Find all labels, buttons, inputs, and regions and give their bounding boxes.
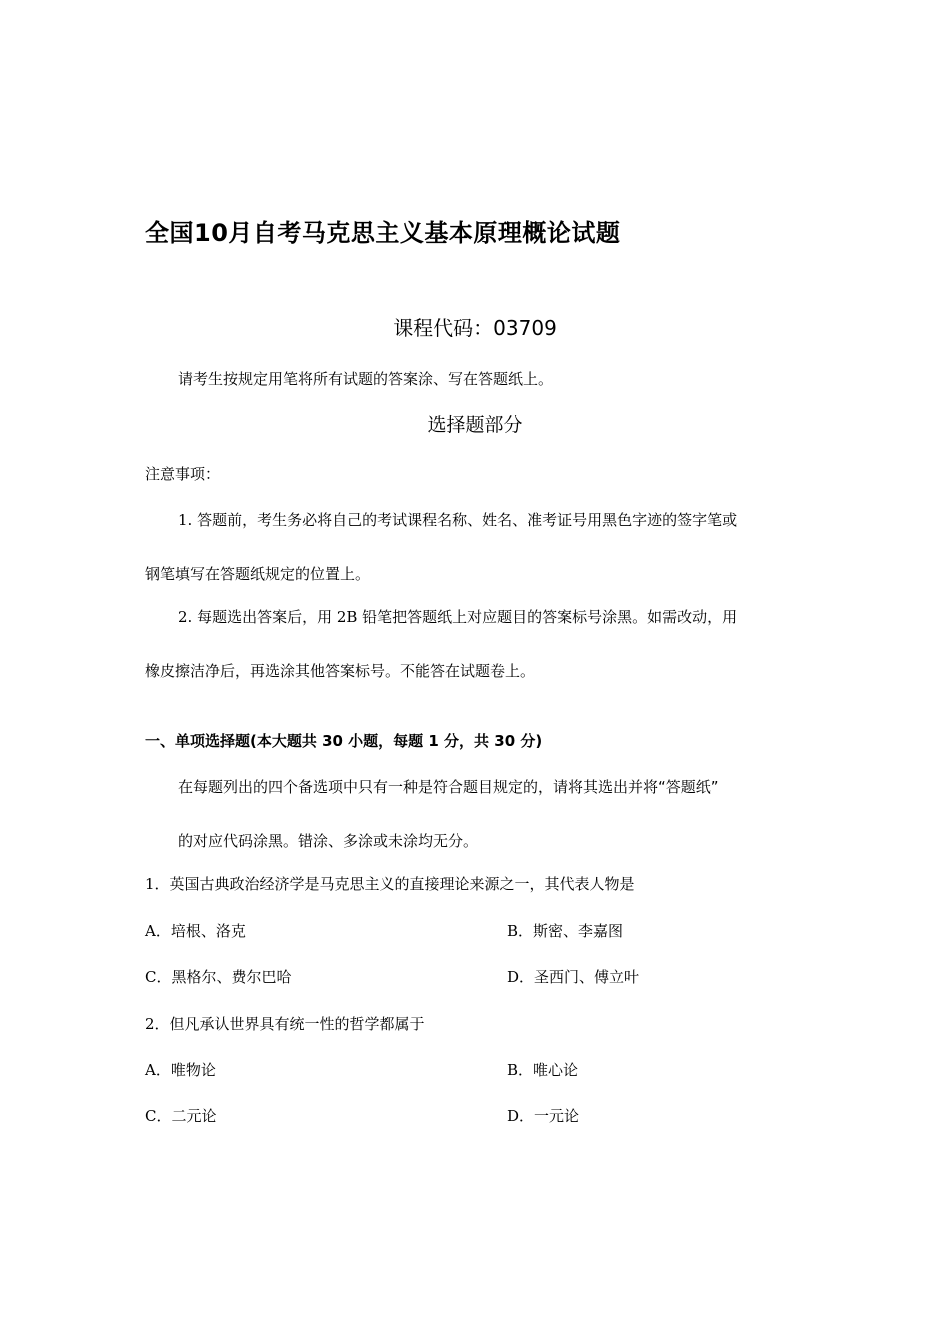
question-1-option-a: A．培根、洛克 — [145, 922, 246, 940]
part-one-desc-line-2: 的对应代码涂黑。错涂、多涂或未涂均无分。 — [178, 832, 479, 850]
course-code: 课程代码：03709 — [393, 316, 557, 340]
question-1-option-c: C．黑格尔、费尔巴哈 — [145, 968, 292, 986]
part-one-desc-line-1: 在每题列出的四个备选项中只有一种是符合题目规定的，请将其选出并将“答题纸” — [178, 778, 719, 796]
note-2-line-1: 2. 每题选出答案后，用 2B 铅笔把答题纸上对应题目的答案标号涂黑。如需改动，用 — [178, 608, 738, 626]
question-2-option-c: C．二元论 — [145, 1107, 217, 1125]
note-1-line-2: 钢笔填写在答题纸规定的位置上。 — [145, 565, 371, 583]
note-2-line-2: 橡皮擦洁净后，再选涂其他答案标号。不能答在试题卷上。 — [145, 662, 536, 680]
section-title: 选择题部分 — [427, 414, 523, 436]
note-1-line-1: 1. 答题前，考生务必将自己的考试课程名称、姓名、准考证号用黑色字迹的签字笔或 — [178, 511, 738, 529]
question-2-option-a: A．唯物论 — [145, 1061, 216, 1079]
question-1-option-b: B．斯密、李嘉图 — [507, 922, 624, 940]
question-1-option-d: D．圣西门、傅立叶 — [507, 968, 640, 986]
question-1-stem: 1．英国古典政治经济学是马克思主义的直接理论来源之一，其代表人物是 — [145, 875, 635, 893]
part-one-heading: 一、单项选择题(本大题共 30 小题，每题 1 分，共 30 分) — [145, 732, 543, 750]
answer-instruction: 请考生按规定用笔将所有试题的答案涂、写在答题纸上。 — [178, 370, 554, 388]
question-2-option-d: D．一元论 — [507, 1107, 580, 1125]
exam-title: 全国10月自考马克思主义基本原理概论试题 — [145, 219, 621, 247]
notes-heading: 注意事项： — [145, 465, 221, 483]
question-2-option-b: B．唯心论 — [507, 1061, 579, 1079]
question-2-stem: 2．但凡承认世界具有统一性的哲学都属于 — [145, 1015, 425, 1033]
